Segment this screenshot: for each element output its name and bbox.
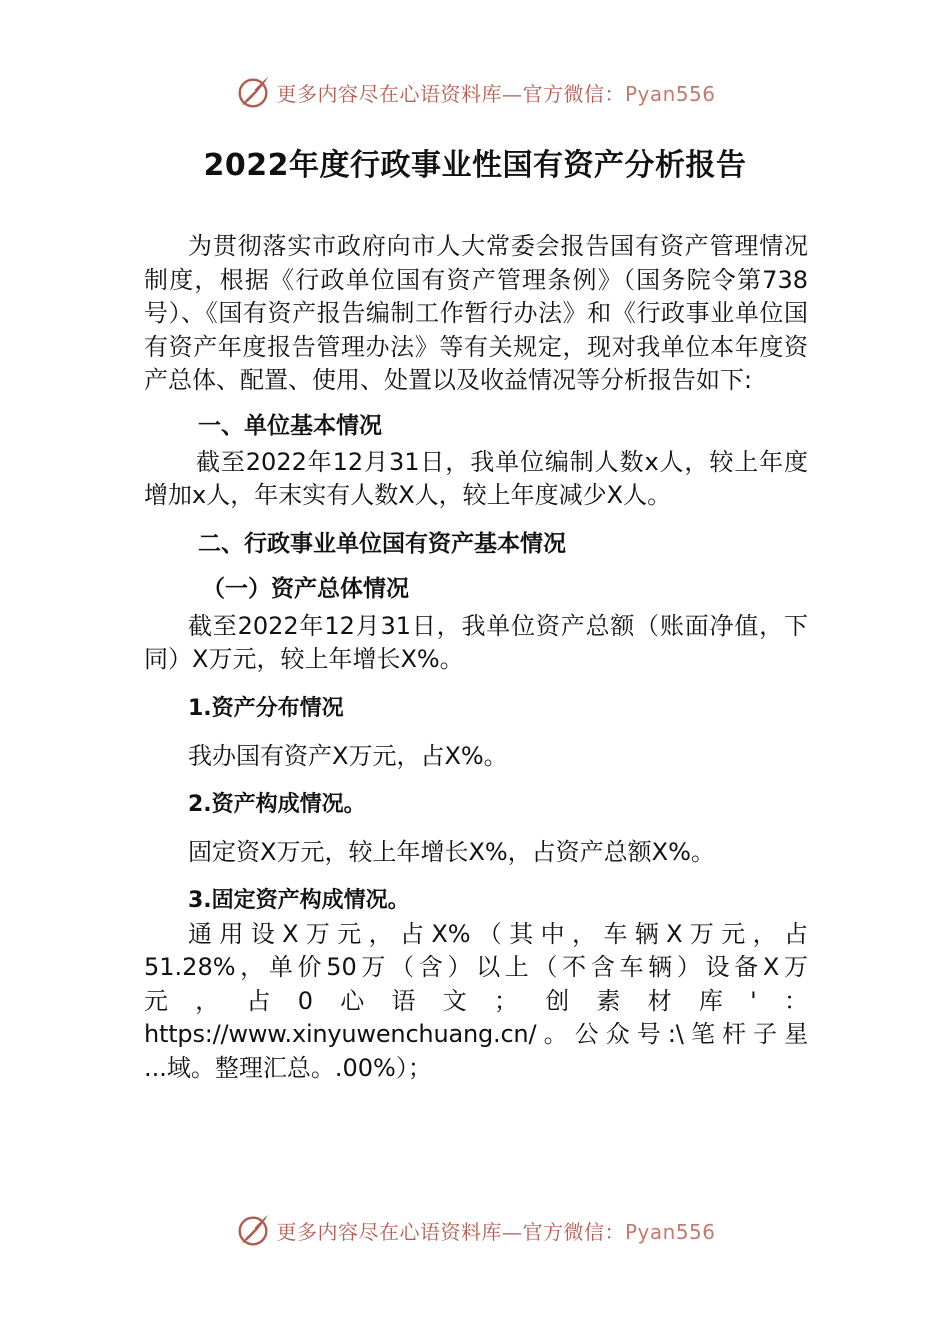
- item3-line-4: https://www.xinyuwenchuang.cn/。公众号:\笔杆子星: [144, 1020, 808, 1048]
- section2-heading: 二、行政事业单位国有资产基本情况: [198, 530, 566, 557]
- item3-line-1: 通用设X万元，占X%（其中，车辆X万元，占: [188, 919, 808, 948]
- section1-heading: 一、单位基本情况: [198, 412, 382, 439]
- watermark-footer: [0, 1210, 950, 1250]
- section1-body: 截至2022年12月31日，我单位编制人数x人，较上年度增加x人，年末实有人数X人，较上年度减少X人。: [144, 447, 808, 509]
- item3-line-3: 元，占0心语文；创素材库'：: [144, 986, 808, 1015]
- item1-body: 我办国有资产X万元，占X%。: [188, 741, 508, 770]
- watermark-text: 更多内容尽在心语资料库—官方微信：Pyan556: [276, 1219, 716, 1244]
- section2-sub1-body: 截至2022年12月31日，我单位资产总额（账面净值，下同）X万元，较上年增长X%。: [144, 611, 808, 673]
- item3-line-5: ...域。整理汇总。.00%）；: [144, 1053, 432, 1082]
- item3-line-2: 51.28%，单价50万（含）以上（不含车辆）设备X万: [144, 953, 808, 981]
- item3-body: [144, 918, 808, 1086]
- item1-heading: 1.资产分布情况: [188, 695, 344, 721]
- document-body: [144, 230, 808, 1085]
- watermark-text: 更多内容尽在心语资料库—官方微信：Pyan556: [276, 81, 716, 106]
- quill-pen-logo-icon: [234, 73, 272, 111]
- item2-body: 固定资X万元，较上年增长X%，占资产总额X%。: [188, 837, 715, 866]
- document-title: 2022年度行政事业性国有资产分析报告: [203, 148, 747, 183]
- quill-pen-logo-icon: [234, 1211, 272, 1249]
- item2-heading: 2.资产构成情况。: [188, 791, 366, 817]
- intro-paragraph: 为贯彻落实市政府向市人大常委会报告国有资产管理情况制度，根据《行政单位国有资产管理条例》（国务院令第738号）、《国有资产报告编制工作暂行办法》和《行政事业单位国有资产年度报告管理办法》等有关规定，现对我单位本年度资产总体、配置、使用、处置以及收益情况等分析报告如下:: [144, 232, 808, 394]
- watermark-header: [0, 72, 950, 112]
- section2-sub1-heading: （一）资产总体情况: [202, 575, 409, 602]
- item3-heading: 3.固定资产构成情况。: [188, 887, 410, 913]
